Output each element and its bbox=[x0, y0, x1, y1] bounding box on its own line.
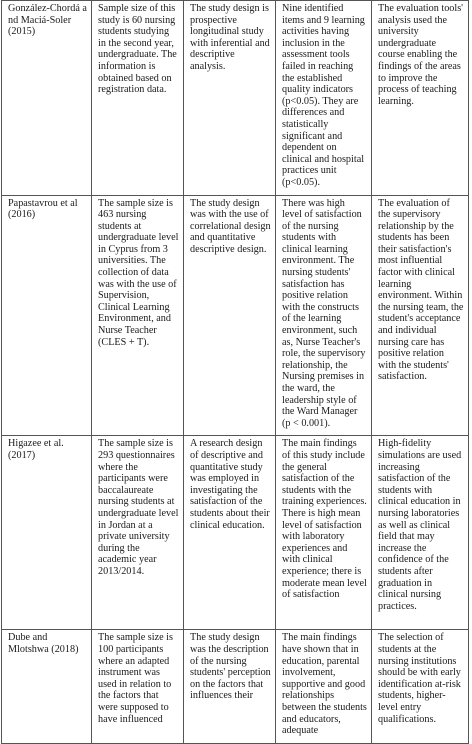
author-text: Higazee et al. (2017) bbox=[8, 438, 64, 461]
findings-cell bbox=[276, 195, 372, 436]
sample-text: The sample size is 293 questionnaires where the participants were baccalaureate nursing students at undergraduate level in Jordan at a private university during the academic year 2013/2014. bbox=[98, 438, 179, 577]
conclusion-cell bbox=[372, 630, 469, 743]
literature-review-table bbox=[1, 0, 469, 744]
conclusion-cell bbox=[372, 195, 469, 436]
sample-cell bbox=[92, 436, 184, 630]
sample-text: Sample size of this study is 60 nursing students studying in the second year, undergraduate. The information is obtained based on registration data. bbox=[98, 3, 177, 96]
sample-cell bbox=[92, 195, 184, 436]
sample-text: The sample size is 463 nursing students at undergraduate level in Cyprus from 3 universities. The collection of data was with the use of Supervision, Clinical Learning Environment, and Nurse Teacher (CLES + T). bbox=[98, 197, 179, 348]
design-text: The study design was with the use of correlational design and quantitative descriptive design. bbox=[190, 197, 271, 255]
conclusion-text: The evaluation of the supervisory relationship by the students has been their satisfaction's most influential factor with clinical learning environment. Within the nursing team, the student's acceptance and individual nursing care has positive relation with the students' satisfaction. bbox=[378, 197, 464, 383]
findings-text: Nine identified items and 9 learning activities having inclusion in the assessment tools failed in reaching the established quality indicators (p<0.05). They are differences and statistically significant and dependent on clinical and hospital practices unit (p<0.05). bbox=[282, 3, 365, 188]
findings-cell bbox=[276, 630, 372, 743]
table-row bbox=[2, 195, 469, 436]
conclusion-text: The selection of students at the nursing institutions should be with early identification at-risk students, higher-level entry qualifications. bbox=[378, 632, 461, 725]
findings-text: The main findings have shown that in education, parental involvement, supportive and good relationships between the students and educators, adequate bbox=[282, 632, 367, 737]
author-cell bbox=[2, 1, 92, 196]
design-cell bbox=[184, 1, 276, 196]
sample-cell bbox=[92, 630, 184, 743]
author-cell bbox=[2, 195, 92, 436]
findings-cell bbox=[276, 436, 372, 630]
design-cell bbox=[184, 630, 276, 743]
findings-text: There was high level of satisfaction of the nursing students with clinical learning environment. The nursing students' satisfaction has positive relation with the constructs of the learning environment, such as, Nurse Teacher's role, the supervisory relationship, the Nursing premises in the ward, the leadership style of the Ward Manager (p < 0.001). bbox=[282, 197, 366, 429]
author-text: González-Chordá a nd Maciá-Soler (2015) bbox=[8, 3, 87, 38]
design-text: The study design is prospective longitudinal study with inferential and descriptive analysis. bbox=[190, 3, 270, 72]
table-row bbox=[2, 436, 469, 630]
author-text: Dube and Mlotshwa (2018) bbox=[8, 632, 79, 655]
design-text: A research design of descriptive and quantitative study was employed in investigating the satisfaction of the students about their clinical education. bbox=[190, 438, 270, 531]
conclusion-cell bbox=[372, 1, 469, 196]
conclusion-cell bbox=[372, 436, 469, 630]
sample-text: The sample size is 100 participants where an adapted instrument was used in relation to the factors that were supposed to have influenced bbox=[98, 632, 173, 725]
findings-cell bbox=[276, 1, 372, 196]
design-text: The study design was the description of the nursing students' perception on the factors that influences their bbox=[190, 632, 271, 702]
table-row bbox=[2, 1, 469, 196]
author-cell bbox=[2, 630, 92, 743]
author-text: Papastavrou et al (2016) bbox=[8, 197, 78, 221]
table-row bbox=[2, 630, 469, 743]
sample-cell bbox=[92, 1, 184, 196]
conclusion-text: High-fidelity simulations are used increasing satisfaction of the students with clinical education in nursing laboratories as well as clinical field that may increase the confidence of the students after graduation in clinical nursing practices. bbox=[378, 438, 462, 612]
design-cell bbox=[184, 195, 276, 436]
conclusion-text: The evaluation tools' analysis used the university undergraduate course enabling the findings of the areas to improve the process of teaching learning. bbox=[378, 3, 464, 107]
findings-text: The main findings of this study include the general satisfaction of the students with the training experiences. There is high mean level of satisfaction with laboratory experiences and with clinical experience; there is moderate mean level of satisfaction bbox=[282, 438, 367, 601]
design-cell bbox=[184, 436, 276, 630]
author-cell bbox=[2, 436, 92, 630]
